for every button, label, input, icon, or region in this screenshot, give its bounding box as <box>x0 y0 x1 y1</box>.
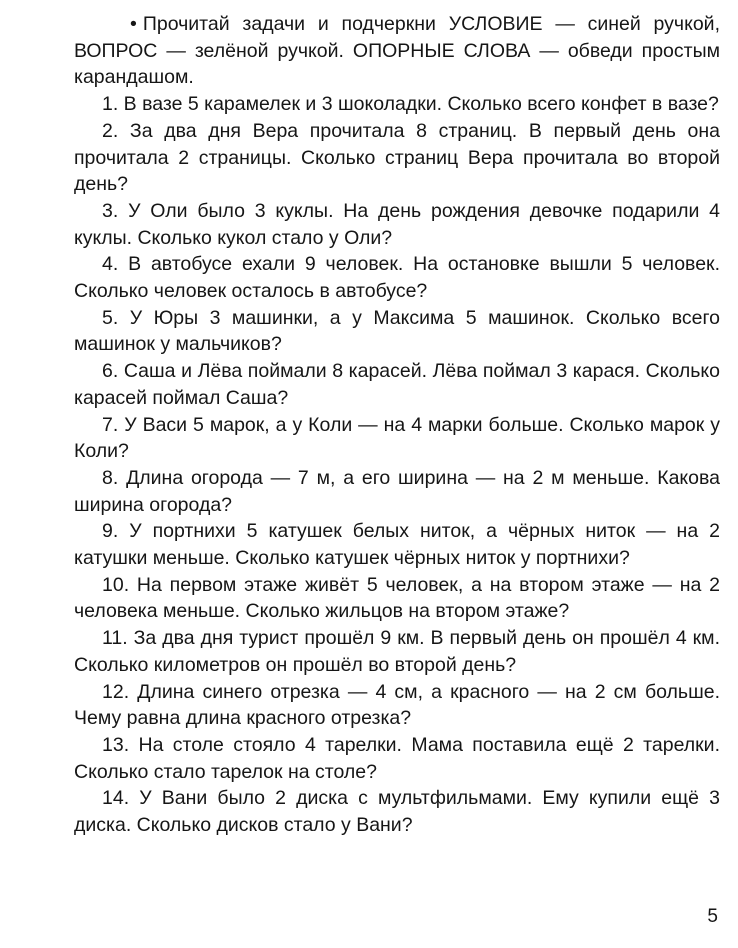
problem-8: 8. Длина огорода — 7 м, а его ширина — на 2 м меньше. Какова ширина огорода? <box>74 466 720 516</box>
problem-4: 4. В автобусе ехали 9 человек. На остановке вышли 5 человек. Сколько человек осталось в автобусе? <box>74 253 720 303</box>
problem-11: 11. За два дня турист прошёл 9 км. В первый день он прошёл 4 км. Сколько километров он прошёл во второй день? <box>74 627 720 676</box>
bullet-marker: • <box>130 13 137 35</box>
problem-7: 7. У Васи 5 марок, а у Коли — на 4 марки больше. Сколько марок у Коли? <box>74 413 720 463</box>
problem-6: 6. Саша и Лёва поймали 8 карасей. Лёва поймал 3 карася. Сколько карасей поймал Саша? <box>74 360 720 409</box>
problem-13: 13. На столе стояло 4 тарелки. Мама поставила ещё 2 тарелки. Сколько стало тарелок на столе? <box>74 733 720 783</box>
problem-5: 5. У Юры 3 машинки, а у Максима 5 машинок. Сколько всего машинок у мальчиков? <box>74 306 720 356</box>
instruction-paragraph <box>74 11 720 91</box>
problem-1: 1. В вазе 5 карамелек и 3 шоколадки. Сколько всего конфет в вазе? <box>102 93 719 116</box>
problem-3: 3. У Оли было 3 куклы. На день рождения девочке подарили 4 куклы. Сколько кукол стало у Оли? <box>74 199 720 249</box>
problem-2: 2. За два дня Вера прочитала 8 страниц. В первый день она прочитала 2 страницы. Сколько страниц Вера прочитала во второй день? <box>74 119 720 196</box>
page-body <box>74 0 720 839</box>
problem-9: 9. У портнихи 5 катушек белых ниток, а чёрных ниток — на 2 катушки меньше. Сколько катушек чёрных ниток у портнихи? <box>74 520 720 570</box>
page-number: 5 <box>707 906 718 927</box>
instruction-text: Прочитай задачи и подчеркни УСЛОВИЕ — синей ручкой, ВОПРОС — зелёной ручкой. ОПОРНЫЕ СЛОВА — обведи простым карандашом. <box>74 13 720 89</box>
problem-10: 10. На первом этаже живёт 5 человек, а на втором этаже — на 2 человека меньше. Сколько жильцов на втором этаже? <box>74 573 720 623</box>
problem-12: 12. Длина синего отрезка — 4 см, а красного — на 2 см больше. Чему равна длина красного отрезка? <box>74 680 720 730</box>
problem-14: 14. У Вани было 2 диска с мультфильмами. Ему купили ещё 3 диска. Сколько дисков стало у Вани? <box>74 787 720 837</box>
